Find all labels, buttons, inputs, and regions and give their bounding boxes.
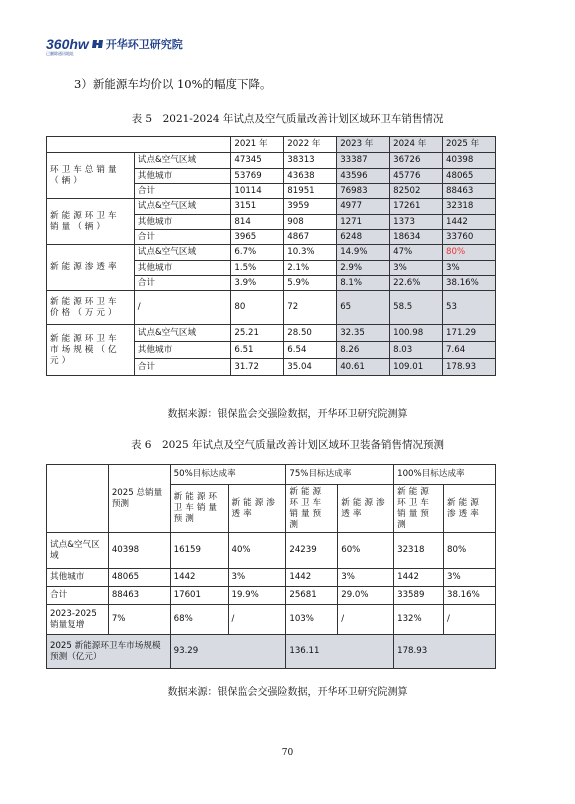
table5-value-cell: 3.9% xyxy=(231,276,284,291)
table5-year-header: 2022 年 xyxy=(284,137,337,153)
table6-value-cell: 19.9% xyxy=(228,587,286,605)
table5-value-cell: 76983 xyxy=(337,184,390,199)
table5-value-cell: 6.54 xyxy=(284,342,337,359)
table5-value-cell: 38313 xyxy=(284,153,337,169)
logo-sub: 已删除通讯地址 xyxy=(46,51,74,56)
table6-value-cell: / xyxy=(444,605,496,635)
table6-row xyxy=(47,569,496,587)
table6-scenario-header: 100%目标达成率 xyxy=(394,465,496,485)
table5-value-cell: 28.50 xyxy=(284,325,337,342)
table5-value-cell: 47% xyxy=(390,245,443,261)
table6-market-row xyxy=(47,635,496,669)
table5-group-label: 新能源环卫车销量（辆） xyxy=(47,199,135,245)
table5-value-cell: 8.1% xyxy=(337,276,390,291)
table6-value-cell: 103% xyxy=(286,605,338,635)
table6-row xyxy=(47,605,496,635)
table6-value-cell: 40398 xyxy=(108,533,170,569)
table5-sub-label: 试点&空气区域 xyxy=(134,199,231,215)
table5-row xyxy=(47,245,496,261)
table6-pen-subheader: 新能源渗透率 xyxy=(338,485,394,533)
table6-sales-subheader: 新能源环卫车销量预测 xyxy=(286,485,338,533)
table6 xyxy=(46,464,496,669)
table6-value-cell: 17601 xyxy=(170,587,228,605)
table5-caption: 表 5 2021-2024 年试点及空气质量改善计划区域环卫车销售情况 xyxy=(131,113,444,125)
table5-value-cell: 43638 xyxy=(284,169,337,184)
table6-row xyxy=(47,533,496,569)
table5-value-cell: 1271 xyxy=(337,215,390,230)
table5-value-cell: 32318 xyxy=(443,199,496,215)
table5-source: 数据来源：银保监会交强险数据，开华环卫研究院测算 xyxy=(167,409,408,420)
table5-row xyxy=(47,325,496,342)
table5-sub-label: 试点&空气区域 xyxy=(134,245,231,261)
table5-value-cell: 10114 xyxy=(231,184,284,199)
table5-row xyxy=(47,199,496,215)
table5-group-label: 环卫车总销量（辆） xyxy=(47,153,135,199)
table5-value-cell: 31.72 xyxy=(231,359,284,376)
table5-value-cell: 58.5 xyxy=(390,291,443,325)
table6-value-cell: 16159 xyxy=(170,533,228,569)
table6-row-label: 合计 xyxy=(47,587,109,605)
table6-corner-cell xyxy=(47,465,109,533)
table6-value-cell: 132% xyxy=(394,605,444,635)
table5-group-label: 新能源环卫车价格（万元） xyxy=(47,291,135,325)
table6-value-cell: 48065 xyxy=(108,569,170,587)
table5-value-cell: 53769 xyxy=(231,169,284,184)
table5-value-cell: 43596 xyxy=(337,169,390,184)
table5-sub-label: 合计 xyxy=(134,230,231,245)
table6-market-value: 136.11 xyxy=(286,635,394,669)
table5-sub-label: / xyxy=(134,291,231,325)
table5-value-cell: 7.64 xyxy=(443,342,496,359)
table5-value-cell: 814 xyxy=(231,215,284,230)
table6-market-value: 93.29 xyxy=(170,635,286,669)
table5-value-cell: 3965 xyxy=(231,230,284,245)
table5-value-cell: 6.51 xyxy=(231,342,284,359)
table5-value-cell: 109.01 xyxy=(390,359,443,376)
table5-value-cell: 3959 xyxy=(284,199,337,215)
page-number: 70 xyxy=(281,748,294,758)
table6-sales-subheader: 新能源环卫车销量预测 xyxy=(170,485,228,533)
table5-value-cell: 22.6% xyxy=(390,276,443,291)
table5-value-cell: 100.98 xyxy=(390,325,443,342)
table6-value-cell: 68% xyxy=(170,605,228,635)
table5-value-cell: 8.03 xyxy=(390,342,443,359)
table5-value-cell: 47345 xyxy=(231,153,284,169)
table6-header-row xyxy=(47,465,496,485)
table6-value-cell: 3% xyxy=(444,569,496,587)
table6-total-header: 2025 总销量预测 xyxy=(108,465,170,533)
table5-value-cell: 40.61 xyxy=(337,359,390,376)
table5-value-cell: 48065 xyxy=(443,169,496,184)
table5-year-header: 2024 年 xyxy=(390,137,443,153)
table5-value-cell: 45776 xyxy=(390,169,443,184)
table6-value-cell: / xyxy=(228,605,286,635)
table5-corner-cell xyxy=(47,137,231,153)
table6-market-label: 2025 新能源环卫车市场规模预测（亿元） xyxy=(47,635,171,669)
table5-value-cell: 2.1% xyxy=(284,261,337,276)
table6-pen-subheader: 新能源渗透率 xyxy=(228,485,286,533)
table5-value-cell: 72 xyxy=(284,291,337,325)
table5-value-cell: 35.04 xyxy=(284,359,337,376)
table5-value-cell: 6248 xyxy=(337,230,390,245)
table5-sub-label: 其他城市 xyxy=(134,215,231,230)
table6-value-cell: / xyxy=(338,605,394,635)
table5-value-cell: 1373 xyxy=(390,215,443,230)
table5-value-cell: 38.16% xyxy=(443,276,496,291)
table5-value-cell: 18634 xyxy=(390,230,443,245)
table6-sales-subheader: 新能源环卫车销量预测 xyxy=(394,485,444,533)
table5-value-cell: 32.35 xyxy=(337,325,390,342)
table5-value-cell: 80% xyxy=(443,245,496,261)
table6-value-cell: 3% xyxy=(338,569,394,587)
table5-value-cell: 178.93 xyxy=(443,359,496,376)
table5-value-cell: 1442 xyxy=(443,215,496,230)
table6-scenario-header: 50%目标达成率 xyxy=(170,465,286,485)
table5-value-cell: 40398 xyxy=(443,153,496,169)
table6-pen-subheader: 新能源渗透率 xyxy=(444,485,496,533)
intro-paragraph: 3）新能源车均价以 10%的幅度下降。 xyxy=(74,77,272,91)
table6-value-cell: 1442 xyxy=(286,569,338,587)
table5-sub-label: 合计 xyxy=(134,276,231,291)
table5-sub-label: 合计 xyxy=(134,184,231,199)
table6-row-label: 2023-2025 销量复增 xyxy=(47,605,109,635)
table5-value-cell: 171.29 xyxy=(443,325,496,342)
table5-header-row xyxy=(47,137,496,153)
logo-org: 开华环卫研究院 xyxy=(105,38,183,51)
table5-value-cell: 82502 xyxy=(390,184,443,199)
logo-mark-icon xyxy=(92,38,104,50)
table5-value-cell: 3151 xyxy=(231,199,284,215)
table5-sub-label: 其他城市 xyxy=(134,169,231,184)
table5-group-label: 新能源渗透率 xyxy=(47,245,135,291)
table6-value-cell: 38.16% xyxy=(444,587,496,605)
table5-row xyxy=(47,153,496,169)
table6-row-label: 试点&空气区域 xyxy=(47,533,109,569)
header-logo xyxy=(46,34,183,54)
table6-value-cell: 1442 xyxy=(170,569,228,587)
table5-sub-label: 合计 xyxy=(134,359,231,376)
table5-value-cell: 6.7% xyxy=(231,245,284,261)
table5-value-cell: 908 xyxy=(284,215,337,230)
table5-row xyxy=(47,291,496,325)
table6-source: 数据来源：银保监会交强险数据，开华环卫研究院测算 xyxy=(167,687,408,698)
table5-value-cell: 88463 xyxy=(443,184,496,199)
table6-value-cell: 25681 xyxy=(286,587,338,605)
table5-year-header: 2025 年 xyxy=(443,137,496,153)
table6-value-cell: 3% xyxy=(228,569,286,587)
table5-year-header: 2023 年 xyxy=(337,137,390,153)
table5-sub-label: 试点&空气区域 xyxy=(134,153,231,169)
table6-value-cell: 40% xyxy=(228,533,286,569)
table5-value-cell: 3% xyxy=(390,261,443,276)
table5-value-cell: 2.9% xyxy=(337,261,390,276)
table5-value-cell: 81951 xyxy=(284,184,337,199)
table5-sub-label: 其他城市 xyxy=(134,261,231,276)
table6-row xyxy=(47,587,496,605)
table5-value-cell: 36726 xyxy=(390,153,443,169)
table5-value-cell: 53 xyxy=(443,291,496,325)
table6-row-label: 其他城市 xyxy=(47,569,109,587)
table6-value-cell: 60% xyxy=(338,533,394,569)
table5-value-cell: 80 xyxy=(231,291,284,325)
table5-value-cell: 1.5% xyxy=(231,261,284,276)
table5-sub-label: 其他城市 xyxy=(134,342,231,359)
table5-value-cell: 25.21 xyxy=(231,325,284,342)
table6-value-cell: 29.0% xyxy=(338,587,394,605)
table5-value-cell: 33387 xyxy=(337,153,390,169)
table6-value-cell: 33589 xyxy=(394,587,444,605)
table6-value-cell: 7% xyxy=(108,605,170,635)
table5-value-cell: 14.9% xyxy=(337,245,390,261)
table5-year-header: 2021 年 xyxy=(231,137,284,153)
table5-value-cell: 3% xyxy=(443,261,496,276)
table6-scenario-header: 75%目标达成率 xyxy=(286,465,394,485)
table5 xyxy=(46,136,496,376)
table6-value-cell: 80% xyxy=(444,533,496,569)
table6-value-cell: 1442 xyxy=(394,569,444,587)
table5-value-cell: 5.9% xyxy=(284,276,337,291)
table6-value-cell: 24239 xyxy=(286,533,338,569)
table5-value-cell: 65 xyxy=(337,291,390,325)
table5-value-cell: 4867 xyxy=(284,230,337,245)
table6-market-value: 178.93 xyxy=(394,635,496,669)
table5-sub-label: 试点&空气区域 xyxy=(134,325,231,342)
table6-value-cell: 32318 xyxy=(394,533,444,569)
table6-value-cell: 88463 xyxy=(108,587,170,605)
logo-360: 360hw xyxy=(46,36,89,52)
table6-caption: 表 6 2025 年试点及空气质量改善计划区域环卫装备销售情况预测 xyxy=(130,439,445,451)
table5-group-label: 新能源环卫车市场规模（亿元） xyxy=(47,325,135,376)
table5-value-cell: 8.26 xyxy=(337,342,390,359)
table5-value-cell: 17261 xyxy=(390,199,443,215)
table5-value-cell: 10.3% xyxy=(284,245,337,261)
table5-value-cell: 33760 xyxy=(443,230,496,245)
table5-value-cell: 4977 xyxy=(337,199,390,215)
